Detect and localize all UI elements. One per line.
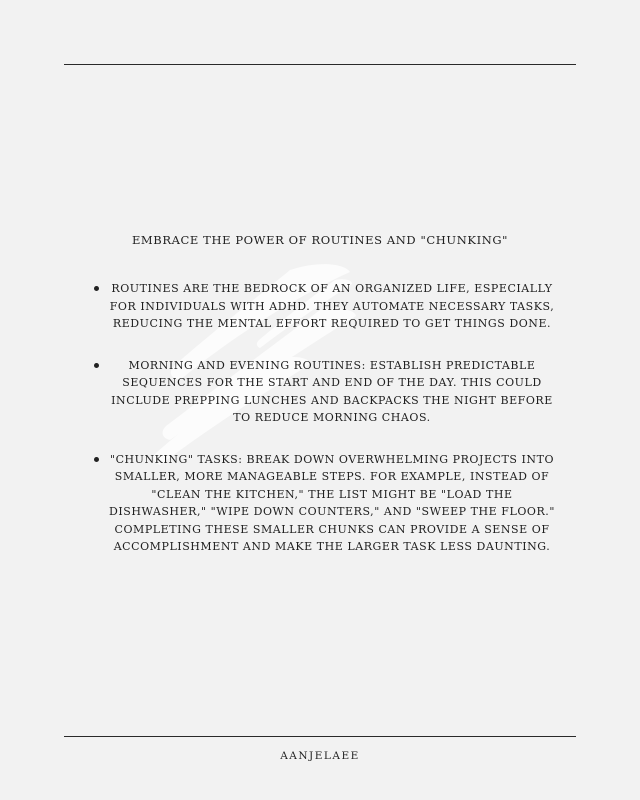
list-item-text: "CHUNKING" TASKS: BREAK DOWN OVERWHELMING PROJECTS INTO SMALLER, MORE MANAGEABLE STEPS. FOR EXAMPLE, INSTEAD OF "CLEAN THE KITCHEN," THE LIST MIGHT BE "LOAD THE DISHWASHER," "WIPE DOWN COUNTERS," AND "SWEEP THE FLOOR." COMPLETING THESE SMALLER CHUNKS CAN PROVIDE A SENSE OF ACCOMPLISHMENT AND MAKE THE LARGER TASK LESS DAUNTING. <box>109 452 555 553</box>
section-heading: EMBRACE THE POWER OF ROUTINES AND "CHUNKING" <box>131 233 509 247</box>
bullet-list <box>92 280 556 580</box>
bullet-icon <box>94 286 99 291</box>
list-item <box>92 357 556 427</box>
bullet-icon <box>94 457 99 462</box>
list-item-text: MORNING AND EVENING ROUTINES: ESTABLISH PREDICTABLE SEQUENCES FOR THE START AND END OF THE DAY. THIS COULD INCLUDE PREPPING LUNCHES AND BACKPACKS THE NIGHT BEFORE TO REDUCE MORNING CHAOS. <box>111 358 553 424</box>
bullet-icon <box>94 363 99 368</box>
list-item <box>92 451 556 556</box>
list-item-text: ROUTINES ARE THE BEDROCK OF AN ORGANIZED LIFE, ESPECIALLY FOR INDIVIDUALS WITH ADHD. THEY AUTOMATE NECESSARY TASKS, REDUCING THE MENTAL EFFORT REQUIRED TO GET THINGS DONE. <box>109 282 555 330</box>
footer-author: AANJELAEE <box>280 750 360 762</box>
top-divider <box>64 64 576 65</box>
bottom-divider <box>64 736 576 737</box>
list-item <box>92 280 556 333</box>
